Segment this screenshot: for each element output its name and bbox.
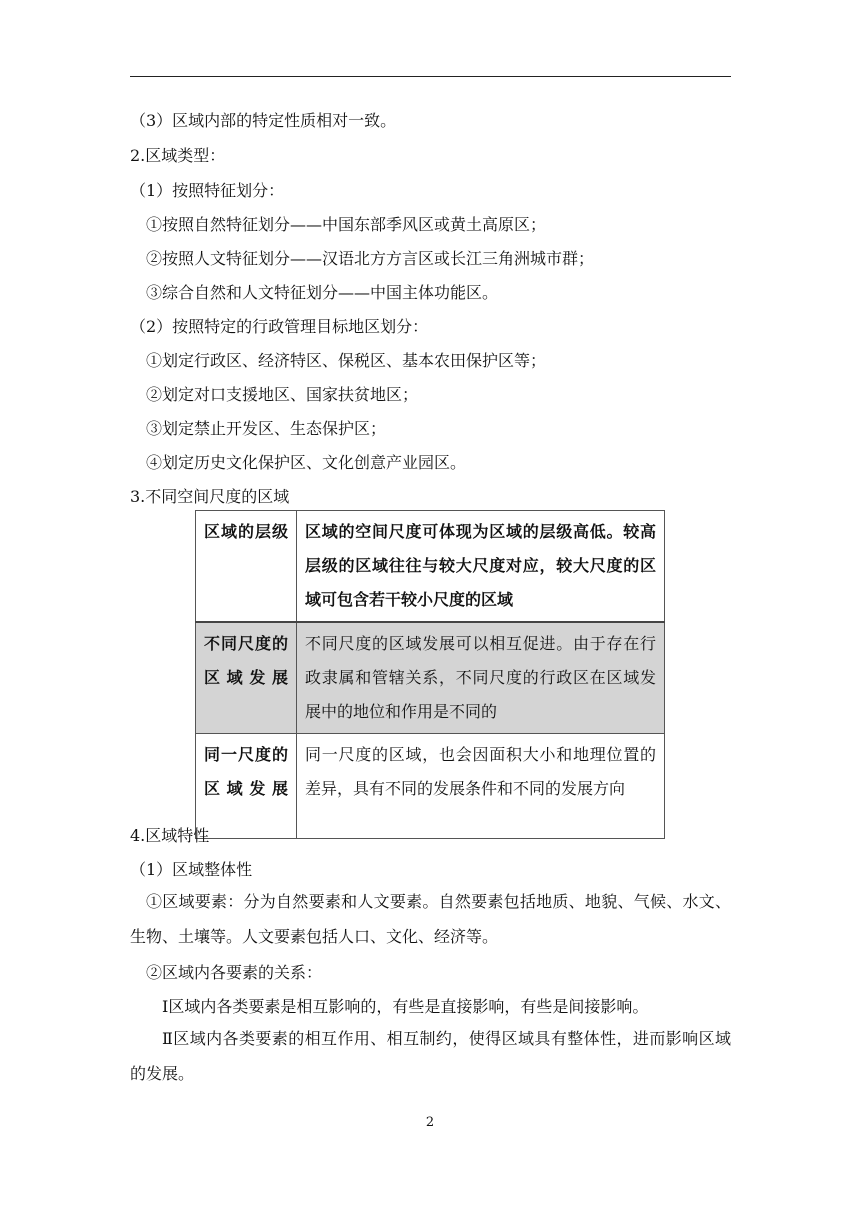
text-line: ①按照自然特征划分——中国东部季风区或黄土高原区； <box>146 215 547 234</box>
text-line: ②区域内各要素的关系： <box>146 963 323 982</box>
text-line: ③划定禁止开发区、生态保护区； <box>146 419 387 438</box>
table-row <box>196 511 665 623</box>
text-line: （2）按照特定的行政管理目标地区划分： <box>130 317 429 336</box>
table-key-cell: 区域的层级 <box>196 511 297 623</box>
region-scale-table <box>195 510 665 839</box>
table-row <box>196 734 665 839</box>
text-line: ③综合自然和人文特征划分——中国主体功能区。 <box>146 283 499 302</box>
header-rule <box>130 76 731 77</box>
text-line: ②按照人文特征划分——汉语北方方言区或长江三角洲城市群； <box>146 249 595 268</box>
text-line: ②划定对口支援地区、国家扶贫地区； <box>146 385 419 404</box>
table-value-cell: 不同尺度的区域发展可以相互促进。由于存在行政隶属和管辖关系，不同尺度的行政区在区域发展中的地位和作用是不同的 <box>297 622 665 734</box>
table-value-cell: 同一尺度的区域，也会因面积大小和地理位置的差异，具有不同的发展条件和不同的发展方向 <box>297 734 665 839</box>
text-line: （1）按照特征划分： <box>130 181 285 200</box>
text-line: Ⅰ区域内各类要素是相互影响的，有些是直接影响，有些是间接影响。 <box>162 997 649 1016</box>
table-value-cell: 区域的空间尺度可体现为区域的层级高低。较高层级的区域往往与较大尺度对应，较大尺度的区域可包含若干较小尺度的区域 <box>297 511 665 623</box>
text-line: ①划定行政区、经济特区、保税区、基本农田保护区等； <box>146 351 547 370</box>
text-line: （3）区域内部的特定性质相对一致。 <box>130 111 397 130</box>
text-line: （1）区域整体性 <box>130 860 253 879</box>
page-number: 2 <box>425 1115 435 1130</box>
table-row <box>196 622 665 734</box>
section-heading: 3.不同空间尺度的区域 <box>130 487 290 506</box>
paragraph: ①区域要素：分为自然要素和人文要素。自然要素包括地质、地貌、气候、水文、生物、土壤等。人文要素包括人口、文化、经济等。 <box>130 892 731 946</box>
table-key-cell: 同一尺度的区域发展 <box>196 734 297 839</box>
paragraph: Ⅱ区域内各类要素的相互作用、相互制约，使得区域具有整体性，进而影响区域的发展。 <box>130 1029 731 1083</box>
section-heading: 4.区域特性 <box>130 826 210 845</box>
table-key-cell: 不同尺度的区域发展 <box>196 622 297 734</box>
text-line: ④划定历史文化保护区、文化创意产业园区。 <box>146 453 467 472</box>
section-heading: 2.区域类型： <box>130 146 226 165</box>
